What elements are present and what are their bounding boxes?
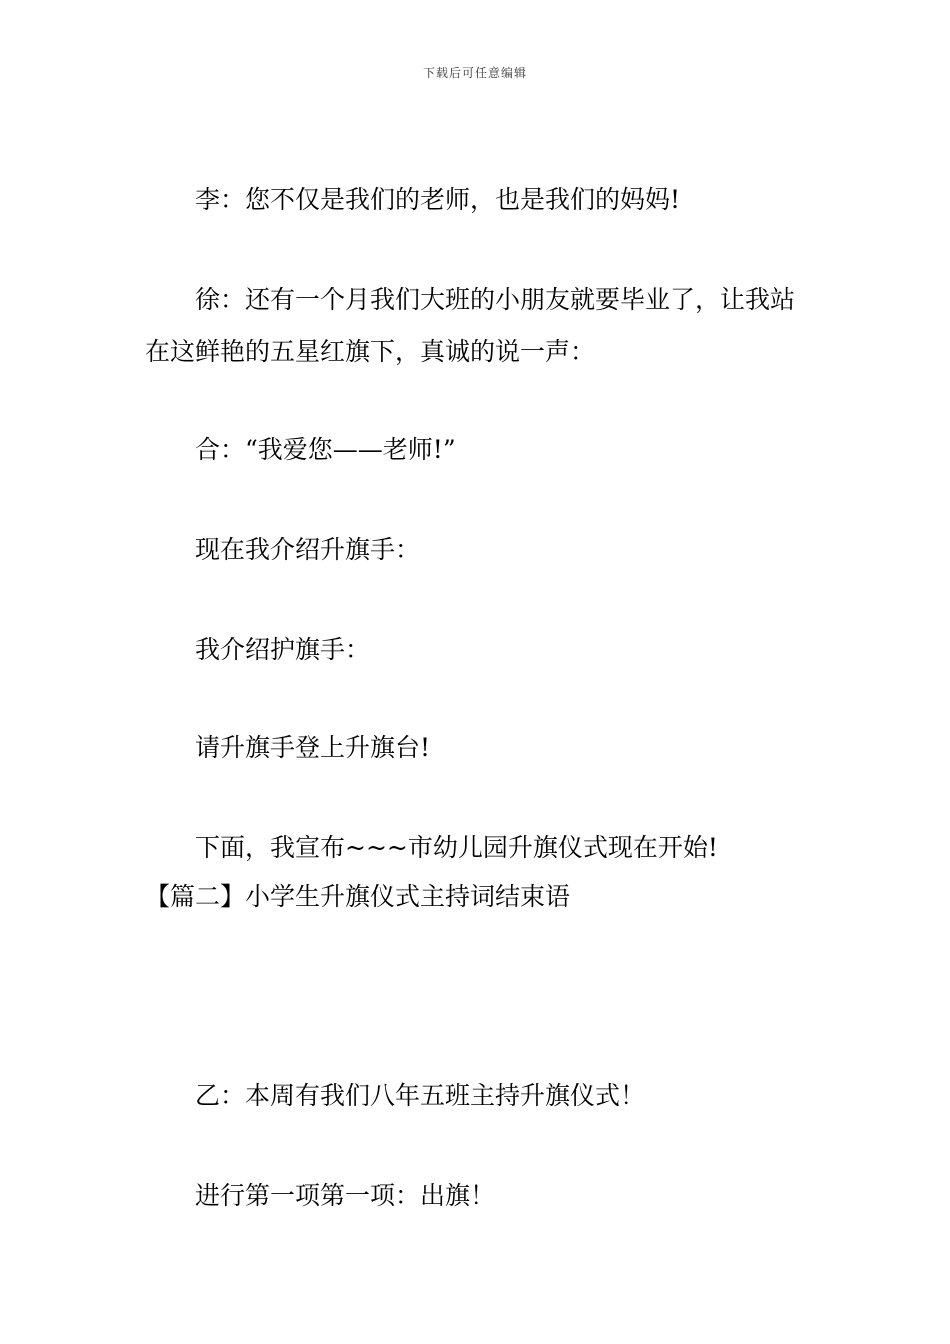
page-header: 下载后可任意编辑	[422, 66, 527, 80]
paragraph-li: 李：您不仅是我们的老师，也是我们的妈妈!	[195, 185, 681, 214]
paragraph-flag-guard-intro: 我介绍护旗手：	[195, 635, 371, 664]
paragraph-flag-raiser-stage: 请升旗手登上升旗台!	[195, 733, 431, 762]
paragraph-together: 合：“我爱您——老师!”	[195, 435, 456, 464]
paragraph-flag-raiser-intro: 现在我介绍升旗手：	[195, 535, 421, 564]
paragraph-yi: 乙：本周有我们八年五班主持升旗仪式！	[195, 1081, 646, 1110]
paragraph-first-item: 进行第一项第一项：出旗！	[195, 1181, 496, 1210]
paragraph-ceremony-start: 下面，我宣布~~~市幼儿园升旗仪式现在开始!	[195, 833, 718, 862]
paragraph-xu: 徐：还有一个月我们大班的小朋友就要毕业了，让我站在这鲜艳的五星红旗下，真诚的说一声：	[145, 285, 796, 366]
section-heading: 【篇二】小学生升旗仪式主持词结束语	[145, 882, 571, 911]
